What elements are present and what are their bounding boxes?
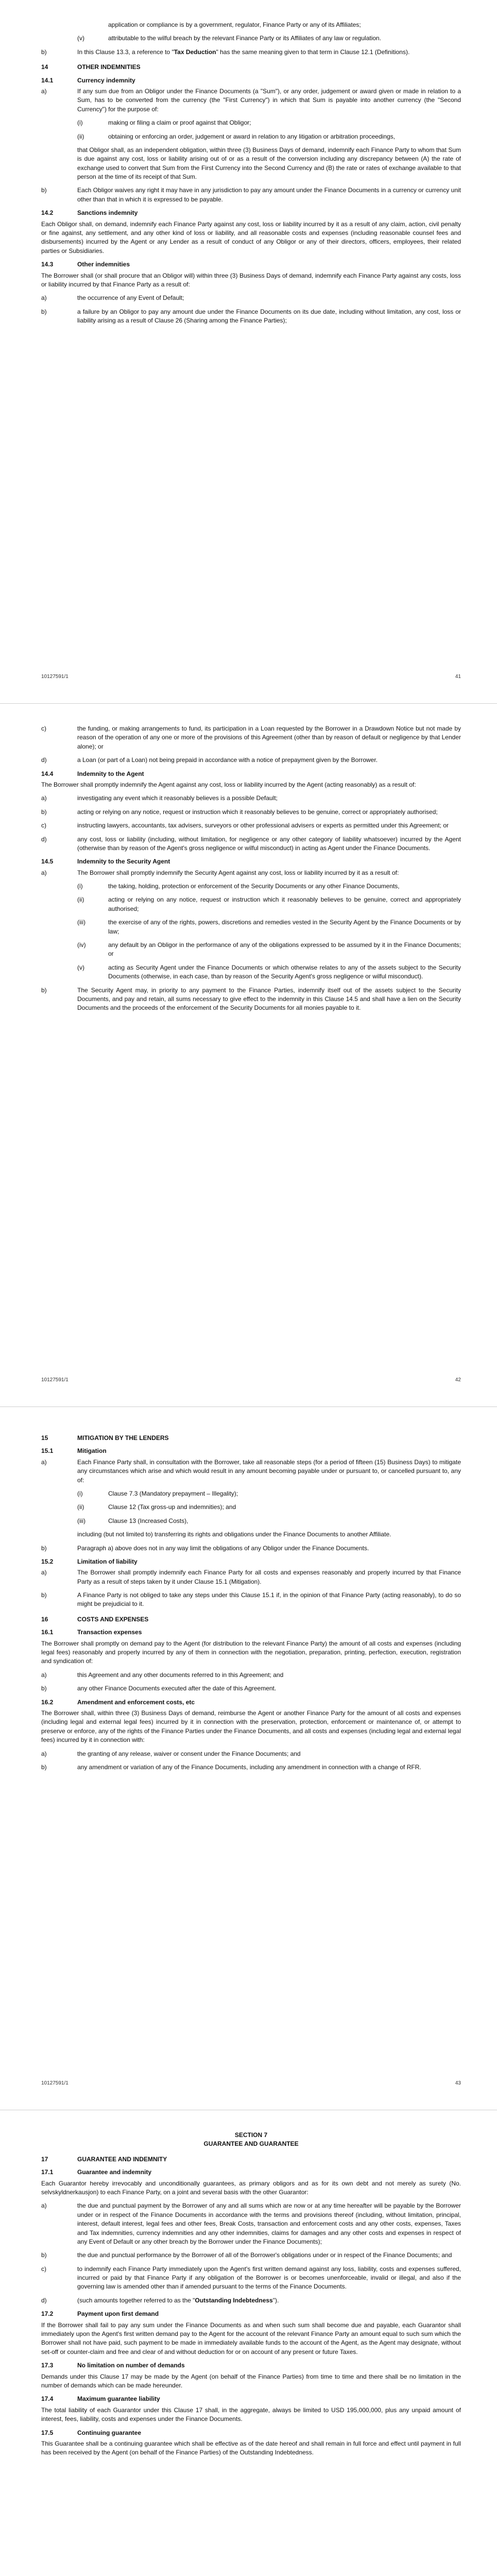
clause-item: (iv) any default by an Obligor in the performance of any of the obligations expressed to be assumed by it in the Finance Documents; or bbox=[77, 941, 461, 958]
page-footer: 10127591/1 42 bbox=[41, 1377, 461, 1383]
clause-item: b) A Finance Party is not obliged to take any steps under this Clause 15.1 if, in the opinion of that Finance Party (acting reasonably), to do so might be prejudicial to it. bbox=[41, 1591, 461, 1608]
clause-item: b) the due and punctual performance by the Borrower of all of the Borrower's obligations under or in respect of the Finance Documents; and bbox=[41, 2251, 452, 2259]
clause-paragraph: The Borrower shall promptly on demand pay to the Agent (for distribution to the relevant Finance Party) the amount of all costs and expenses (including legal fees) reasonably and properly incurred by any of them in connection with the negotiation, preparation, printing, perfection, execution, registration and syndication of: bbox=[41, 1639, 461, 1665]
heading-16: 16 COSTS AND EXPENSES bbox=[41, 1615, 149, 1623]
heading-17-3: 17.3 No limitation on number of demands bbox=[41, 2362, 185, 2369]
clause-item: a) The Borrower shall promptly indemnify the Security Agent against any cost, loss or liability incurred by it as a result of: bbox=[41, 869, 399, 876]
clause-item: b) acting or relying on any notice, request or instruction which it reasonably believes to be genuine, correct or appropriately authorised; bbox=[41, 808, 438, 816]
clause-item: d) any cost, loss or liability (including, without limitation, for negligence or any other category of liability whatsoever) incurred by the Agent (otherwise than by reason of the Agent's gross negligence or wilful misconduct) in acting as Agent under the Finance Documents. bbox=[41, 835, 461, 852]
heading-15-2: 15.2 Limitation of liability bbox=[41, 1557, 138, 1565]
clause-item: a) this Agreement and any other documents referred to in this Agreement; and bbox=[41, 1671, 284, 1679]
clause-paragraph: This Guarantee shall be a continuing guarantee which shall be effective as of the date hereof and shall remain in full force and effect until payment in full has been received by the Agent (on behalf of the Finance Parties) of the Outstanding Indebtedness. bbox=[41, 2439, 461, 2456]
heading-16-2: 16.2 Amendment and enforcement costs, etc bbox=[41, 1698, 195, 1706]
clause-item: (ii) obtaining or enforcing an order, judgement or award in relation to any litigation or arbitration proceedings, bbox=[77, 132, 396, 140]
clause-item: d) (such amounts together referred to as the "Outstanding Indebtedness"). bbox=[41, 2296, 279, 2304]
clause-item: a) investigating any event which it reasonably believes is a possible Default; bbox=[41, 794, 278, 802]
clause-item: b) In this Clause 13.3, a reference to "Tax Deduction" has the same meaning given to that term in Clause 12.1 (Definitions). bbox=[41, 48, 410, 56]
clause-paragraph: Each Obligor shall, on demand, indemnify each Finance Party against any cost, loss or liability incurred by it as a result of any claim, action, civil penalty or fine against, any settlement, and any other kind of loss or liability, and all reasonable costs and expenses (including reasonable counsel fees and disbursements) incurred by the Agent or any Lender as a result of conduct of any Obligor or any of their directors, officers, employees, their related parties or Subsidiaries. bbox=[41, 220, 461, 255]
clause-item: b) any amendment or variation of any of the Finance Documents, including any amendment in connection with a change of RFR. bbox=[41, 1763, 421, 1771]
clause-item: d) a Loan (or part of a Loan) not being prepaid in accordance with a notice of prepayment given by the Borrower. bbox=[41, 756, 378, 764]
heading-14-1: 14.1 Currency indemnity bbox=[41, 76, 135, 84]
heading-17-4: 17.4 Maximum guarantee liability bbox=[41, 2395, 160, 2403]
page-42 bbox=[0, 703, 497, 1406]
clause-item: a) the due and punctual payment by the Borrower of any and all sums which are now or at any time hereafter will be payable by the Borrower under or in respect of the Finance Documents in accordance with the terms and provisions thereof (including, without limitation, principal, interest, default interest, legal fees and other fees, Break Costs, transaction and enforcement costs and any other costs, expenses, Taxes and Tax indemnities, currency indemnities and any other indemnities, claims for damages and any other costs and expenses in respect of any Event of Default or any other breach by the Borrower under the Finance Documents); bbox=[41, 2202, 461, 2245]
clause-item: (i) making or filing a claim or proof against that Obligor; bbox=[77, 119, 251, 127]
clause-paragraph: The total liability of each Guarantor under this Clause 17 shall, in the aggregate, always be limited to USD 195,000,000, plus any unpaid amount of interest, fees, liability, costs and expenses under the Finance Documents. bbox=[41, 2406, 461, 2423]
clause-item: (v) attributable to the wilful breach by the relevant Finance Party or its Affiliates of any law or regulation. bbox=[77, 35, 382, 42]
heading-14-2: 14.2 Sanctions indemnity bbox=[41, 209, 138, 217]
clause-item: (v) acting as Security Agent under the Finance Documents or which otherwise relates to any of the assets subject to the Security Documents (otherwise, in each case, than by reason of the Security Agent's gross negligence or wilful misconduct). bbox=[77, 963, 461, 980]
heading-17-5: 17.5 Continuing guarantee bbox=[41, 2429, 141, 2436]
heading-14-5: 14.5 Indemnity to the Security Agent bbox=[41, 858, 170, 866]
page-footer: 10127591/1 41 bbox=[41, 673, 461, 680]
clause-item: application or compliance is by a government, regulator, Finance Party or any of its Affiliates; bbox=[108, 21, 361, 28]
page-44 bbox=[0, 2110, 497, 2576]
clause-item: (i) Clause 7.3 (Mandatory prepayment – Illegality); bbox=[77, 1489, 238, 1497]
clause-item: (ii) acting or relying on any notice, request or instruction which it reasonably believes to be genuine, correct and appropriately authorised; bbox=[77, 896, 461, 912]
clause-item: a) Each Finance Party shall, in consultation with the Borrower, take all reasonable steps (for a period of fifteen (15) Business Days) to mitigate any circumstances which arise and which would result in any amount becoming payable under or pursuant to, or cancelled pursuant to, any of: bbox=[41, 1458, 461, 1484]
clause-item: b) Each Obligor waives any right it may have in any jurisdiction to pay any amount under the Finance Documents in a currency or currency unit other than that in which it is expressed to be payable. bbox=[41, 187, 461, 203]
clause-item: (i) the taking, holding, protection or enforcement of the Security Documents or any other Finance Documents, bbox=[77, 883, 400, 890]
clause-item: a) If any sum due from an Obligor under the Finance Documents (a "Sum"), or any order, judgement or award given or made in relation to a Sum, has to be converted from the currency (the "First Currency") in which that Sum is payable into another currency (the "Second Currency") for the purpose of: bbox=[41, 87, 461, 113]
section-subtitle: GUARANTEE AND GUARANTEE bbox=[203, 2140, 299, 2148]
heading-16-1: 16.1 Transaction expenses bbox=[41, 1629, 142, 1636]
clause-paragraph: The Borrower shall, within three (3) Business Days of demand, reimburse the Agent or another Finance Party for the amount of all costs and expenses (including legal and external legal fees) incurred by it in connection with the preservation, protection, enforcement or maintenance of, or attempt to preserve or enforce, any of the rights of the Finance Parties under the Finance Documents, and all costs and expenses (including legal and external legal fees) incurred by it in connection with: bbox=[41, 1709, 461, 1744]
clause-paragraph: that Obligor shall, as an independent obligation, within three (3) Business Days of demand, indemnify each Finance Party to whom that Sum is due against any cost, loss or liability arising out of or as a result of the conversion including any discrepancy between (A) the rate of exchange used to convert that Sum from the First Currency into the Second Currency and (B) the rate or rates of exchange available to that person at the time of its receipt of that Sum. bbox=[77, 146, 461, 181]
clause-paragraph: The Borrower shall promptly indemnify the Agent against any cost, loss or liability incurred by the Agent (acting reasonably) as a result of: bbox=[41, 781, 416, 788]
page-footer: 10127591/1 43 bbox=[41, 2080, 461, 2086]
heading-17: 17 GUARANTEE AND INDEMNITY bbox=[41, 2155, 167, 2163]
clause-item: b) The Security Agent may, in priority to any payment to the Finance Parties, indemnify itself out of the assets subject to the Security Documents, and pay and retain, all sums necessary to give effect to the indemnity in this Clause 14.5 and shall have a lien on the Security Documents and the proceeds of the enforcement of the Security Documents for all monies payable to it. bbox=[41, 986, 461, 1012]
heading-15-1: 15.1 Mitigation bbox=[41, 1447, 107, 1455]
heading-14-4: 14.4 Indemnity to the Agent bbox=[41, 770, 144, 777]
page-41 bbox=[0, 0, 497, 703]
heading-15: 15 MITIGATION BY THE LENDERS bbox=[41, 1434, 169, 1442]
clause-paragraph: If the Borrower shall fail to pay any sum under the Finance Documents as and when such sum shall become due and payable, each Guarantor shall immediately upon the Agent's first written demand pay to the Agent for the account of the relevant Finance Party an amount equal to such sum which the Borrower shall not have paid, such payment to be made in immediately available funds to the account of the Agent, as the Agent may designate, without set-off or counter-claim and free and clear of and without deduction for or on account of any present or future Taxes. bbox=[41, 2321, 461, 2355]
clause-item: (ii) Clause 12 (Tax gross-up and indemnities); and bbox=[77, 1503, 236, 1511]
clause-item: b) a failure by an Obligor to pay any amount due under the Finance Documents on its due date, including without limitation, any cost, loss or liability arising as a result of Clause 26 (Sharing among the Finance Parties); bbox=[41, 308, 461, 325]
clause-paragraph: The Borrower shall (or shall procure that an Obligor will) within three (3) Business Days of demand, indemnify each Finance Party against any costs, loss or liability incurred by that Finance Party as a result of: bbox=[41, 272, 461, 288]
clause-paragraph: including (but not limited to) transferring its rights and obligations under the Finance Documents to another Affiliate. bbox=[77, 1531, 391, 1538]
clause-item: (iii) Clause 13 (Increased Costs), bbox=[77, 1517, 188, 1524]
heading-17-1: 17.1 Guarantee and indemnity bbox=[41, 2168, 152, 2176]
heading-17-2: 17.2 Payment upon first demand bbox=[41, 2310, 159, 2318]
clause-item: a) the occurrence of any Event of Default; bbox=[41, 294, 184, 302]
clause-item: (iii) the exercise of any of the rights, powers, discretions and remedies vested in the Security Agent by the Finance Documents or by law; bbox=[77, 919, 461, 935]
clause-item: c) instructing lawyers, accountants, tax advisers, surveyors or other professional advisers or experts as permitted under this Agreement; or bbox=[41, 822, 449, 829]
clause-item: c) to indemnify each Finance Party immediately upon the Agent's first written demand against any loss, liability, costs and expenses suffered, incurred or paid by that Finance Party if any obligation of the Borrower is or becomes unenforceable, invalid or illegal, and also if the governing law is amended other than if amended pursuant to the terms of the Finance Documents. bbox=[41, 2265, 461, 2291]
page-43 bbox=[0, 1406, 497, 2110]
clause-item: a) The Borrower shall promptly indemnify each Finance Party for all costs and expenses reasonably and properly incurred by that Finance Party as a result of steps taken by it under Clause 15.1 (Mitigation). bbox=[41, 1569, 461, 1585]
clause-item: c) the funding, or making arrangements to fund, its participation in a Loan requested by the Borrower in a Drawdown Notice but not made by reason of the operation of any one or more of the provisions of this Agreement (other than by reason of default or negligence by that Lender alone); or bbox=[41, 725, 461, 750]
heading-14-3: 14.3 Other indemnities bbox=[41, 261, 130, 268]
clause-paragraph: Each Guarantor hereby irrevocably and unconditionally guarantees, as primary obligors and as for its own debt and not merely as surety (No. selvskyldnerkausjon) to each Finance Party, on a joint and several basis with the other Guarantor: bbox=[41, 2179, 461, 2196]
clause-item: a) the granting of any release, waiver or consent under the Finance Documents; and bbox=[41, 1750, 301, 1757]
clause-item: b) any other Finance Documents executed after the date of this Agreement. bbox=[41, 1685, 277, 1692]
clause-paragraph: Demands under this Clause 17 may be made by the Agent (on behalf of the Finance Parties) from time to time and there shall be no limitation in the number of demands which can be made hereunder. bbox=[41, 2372, 461, 2389]
heading-14: 14 OTHER INDEMNITIES bbox=[41, 63, 141, 71]
section-title: SECTION 7 bbox=[234, 2131, 268, 2139]
clause-item: b) Paragraph a) above does not in any way limit the obligations of any Obligor under the Finance Documents. bbox=[41, 1544, 369, 1552]
